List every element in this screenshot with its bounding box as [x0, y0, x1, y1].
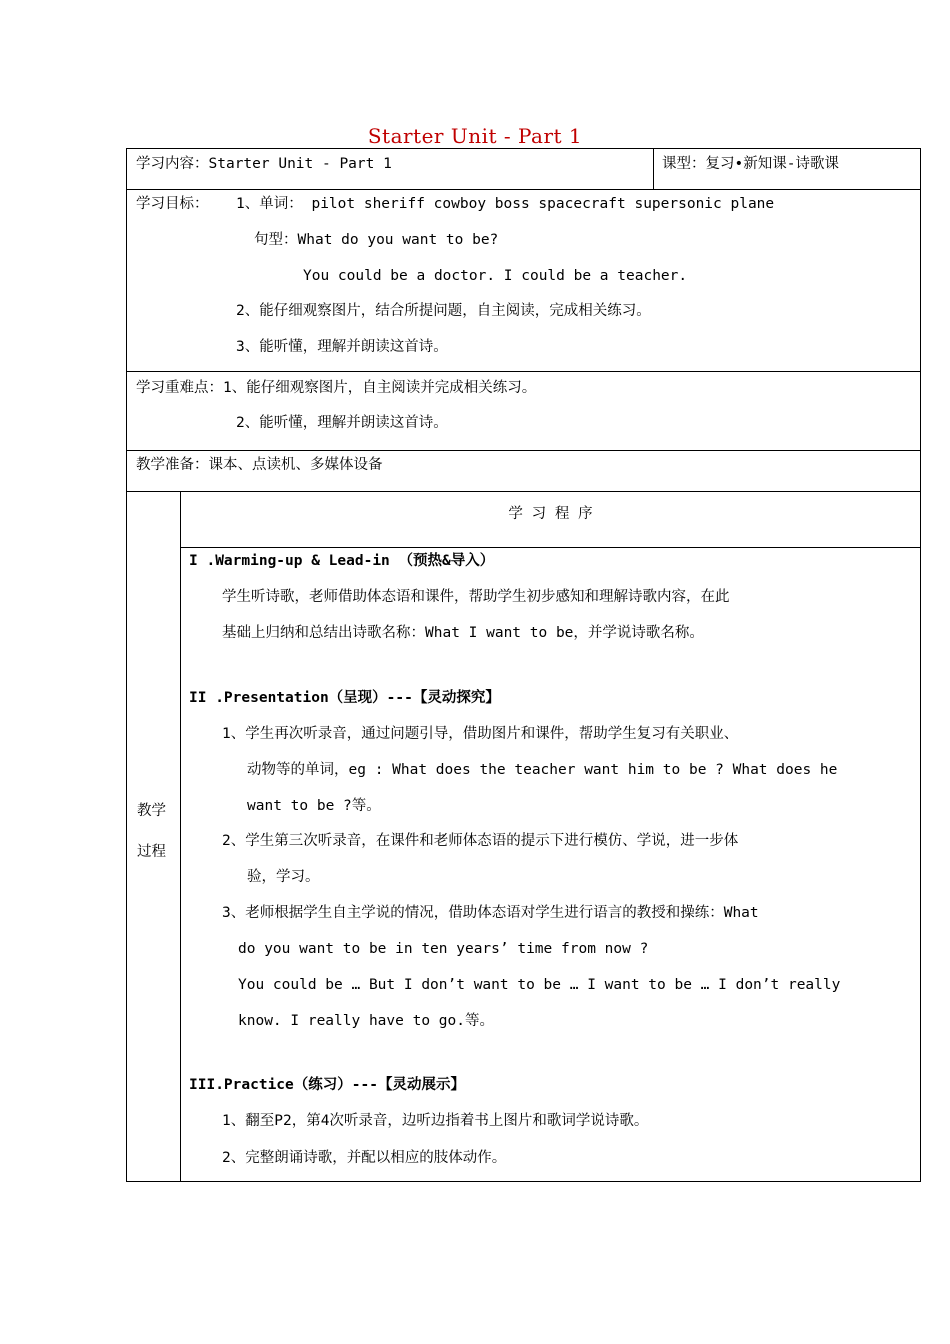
process-header: 学 习 程 序 [508, 506, 593, 522]
row-divider [126, 450, 921, 451]
section-2-line: want to be ?等。 [247, 798, 381, 814]
row-divider [126, 189, 921, 190]
objectives-label: 学习目标： [136, 196, 209, 212]
table-border-bottom [126, 1181, 921, 1182]
table-border-top [126, 148, 921, 149]
process-side-label-1: 教学 [137, 803, 166, 819]
objectives-item-3: 3、能听懂，理解并朗读这首诗。 [236, 339, 448, 355]
section-2-line: 3、老师根据学生自主学说的情况，借助体态语对学生进行语言的教授和操练：What [222, 905, 759, 921]
section-2-line: 1、学生再次听录音，通过问题引导，借助图片和课件，帮助学生复习有关职业、 [222, 726, 739, 742]
process-side-label-2: 过程 [137, 844, 166, 860]
section-2-line: 动物等的单词，eg : What does the teacher want him to be ? What does he [247, 762, 838, 778]
column-divider [180, 491, 181, 1182]
learning-content: 学习内容：Starter Unit - Part 1 [136, 156, 392, 172]
lesson-type: 课型：复习•新知课-诗歌课 [662, 156, 839, 172]
table-border-right [920, 148, 921, 1182]
row-divider [126, 371, 921, 372]
section-1-line: 学生听诗歌，老师借助体态语和课件，帮助学生初步感知和理解诗歌内容，在此 [222, 589, 730, 605]
section-2-line: do you want to be in ten years’ time from now ? [238, 941, 649, 957]
row-divider [180, 547, 921, 548]
section-2-line: know. I really have to go.等。 [238, 1013, 494, 1029]
section-2-line: 2、学生第三次听录音，在课件和老师体态语的提示下进行模仿、学说，进一步体 [222, 833, 739, 849]
section-3-line: 1、翻至P2，第4次听录音，边听边指着书上图片和歌词学说诗歌。 [222, 1113, 649, 1129]
key-points-item-2: 2、能听懂，理解并朗读这首诗。 [236, 415, 448, 431]
objectives-item-2: 2、能仔细观察图片，结合所提问题，自主阅读，完成相关练习。 [236, 303, 651, 319]
teaching-preparation: 教学准备：课本、点读机、多媒体设备 [136, 457, 383, 473]
section-1-line: 基础上归纳和总结出诗歌名称：What I want to be，并学说诗歌名称。 [222, 625, 704, 641]
section-3-line: 2、完整朗诵诗歌，并配以相应的肢体动作。 [222, 1150, 507, 1166]
section-1-title: I .Warming-up & Lead-in （预热&导入） [189, 553, 495, 569]
objectives-sentence-pattern: 句型：What do you want to be? [254, 232, 499, 248]
section-3-title: III.Practice（练习）---【灵动展示】 [189, 1077, 465, 1093]
table-border-left [126, 148, 127, 1182]
section-2-title: II .Presentation（呈现）---【灵动探究】 [189, 690, 500, 706]
section-2-line: 验，学习。 [247, 869, 320, 885]
objectives-vocabulary: 1、单词： pilot sheriff cowboy boss spacecraft supersonic plane [236, 196, 775, 212]
document-title: Starter Unit - Part 1 [367, 124, 583, 148]
row-divider [126, 491, 921, 492]
key-points-item-1: 学习重难点：1、能仔细观察图片，自主阅读并完成相关练习。 [136, 380, 537, 396]
section-2-line: You could be … But I don’t want to be … I want to be … I don’t really [238, 977, 841, 993]
objectives-example-sentence: You could be a doctor. I could be a teacher. [303, 268, 688, 284]
column-divider [653, 148, 654, 190]
